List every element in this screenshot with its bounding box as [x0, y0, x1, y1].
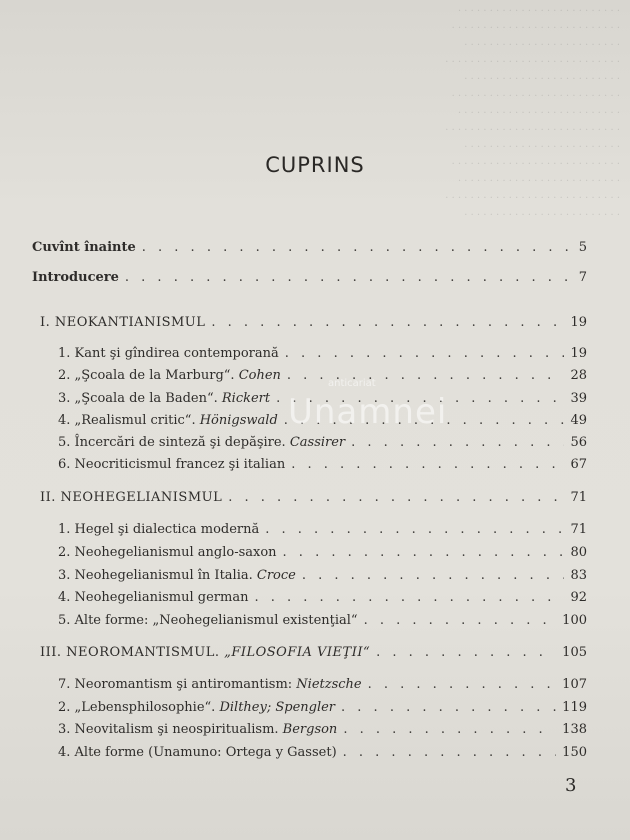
- toc-entry-page: 105: [562, 645, 587, 660]
- toc-entry: [58, 611, 587, 629]
- leader-dots: [228, 490, 564, 506]
- toc-entry-page: 49: [570, 413, 587, 428]
- toc-entry-page: 39: [570, 391, 587, 406]
- toc-entry-label: 2. „Şcoala de la Marburg“. Cohen: [58, 368, 281, 383]
- leader-dots: [368, 677, 557, 693]
- leader-dots: [351, 435, 564, 451]
- toc-entry: [58, 366, 587, 384]
- toc-entry: [58, 344, 587, 362]
- toc-entry: [58, 543, 587, 561]
- page-title: CUPRINS: [265, 153, 365, 177]
- toc-section-label: II. NEOHEGELIANISMUL: [40, 490, 223, 505]
- toc-entry: [58, 675, 587, 693]
- toc-entry-label: 2. Neohegelianismul anglo-saxon: [58, 545, 277, 560]
- toc-entry-page: 67: [570, 457, 587, 472]
- leader-dots: [125, 270, 573, 286]
- toc-section-label: III. NEOROMANTISMUL. „FILOSOFIA VIEŢII“: [40, 645, 371, 660]
- leader-dots: [283, 545, 565, 561]
- toc-entry-page: 92: [570, 590, 587, 605]
- toc-entry-label: 1. Kant şi gîndirea contemporană: [58, 346, 279, 361]
- toc-entry-page: 19: [570, 346, 587, 361]
- leader-dots: [291, 457, 564, 473]
- toc-entry-label: 1. Hegel şi dialectica modernă: [58, 522, 260, 537]
- toc-entry-page: 7: [578, 270, 587, 285]
- toc-entry-label: 2. „Lebensphilosophie“. Dilthey; Spengler: [58, 700, 336, 715]
- toc-entry: [58, 743, 587, 761]
- toc-entry-label: Introducere: [32, 270, 119, 285]
- toc-entry: [58, 720, 587, 738]
- toc-entry-label: 5. Alte forme: „Neohegelianismul existenţial“: [58, 613, 358, 628]
- toc-entry-label: 5. Încercări de sinteză şi depăşire. Cassirer: [58, 435, 346, 450]
- leader-dots: [376, 645, 556, 661]
- leader-dots: [211, 315, 564, 331]
- page-number: 3: [565, 775, 577, 796]
- leader-dots: [364, 613, 557, 629]
- toc-entry-label: 3. „Şcoala de la Baden“. Rickert: [58, 391, 271, 406]
- leader-dots: [265, 522, 564, 538]
- toc-entry-label: Cuvînt înainte: [32, 240, 136, 255]
- toc-entry-label: 3. Neovitalism şi neospiritualism. Bergson: [58, 722, 338, 737]
- leader-dots: [341, 700, 556, 716]
- toc-entry-label: 4. „Realismul critic“. Hönigswald: [58, 413, 278, 428]
- toc-entry-page: 107: [562, 677, 587, 692]
- toc-section: [40, 488, 587, 506]
- toc-section: [40, 643, 587, 661]
- toc-entry-label: 3. Neohegelianismul în Italia. Croce: [58, 568, 296, 583]
- toc-entry-page: 83: [570, 568, 587, 583]
- toc-entry-page: 100: [562, 613, 587, 628]
- toc-entry-page: 119: [562, 700, 587, 715]
- toc-entry-page: 5: [578, 240, 587, 255]
- watermark-big: Unamnei: [288, 392, 448, 432]
- toc-section-label: I. NEOKANTIANISMUL: [40, 315, 206, 330]
- leader-dots: [285, 346, 565, 362]
- toc-entry-page: 138: [562, 722, 587, 737]
- toc-entry-page: 71: [570, 490, 587, 505]
- toc-entry: [58, 455, 587, 473]
- toc-entry: [58, 433, 587, 451]
- toc-entry-page: 150: [562, 745, 587, 760]
- toc-entry-label: 6. Neocriticismul francez şi italian: [58, 457, 286, 472]
- toc-entry: [58, 520, 587, 538]
- toc-entry: [58, 698, 587, 716]
- leader-dots: [142, 240, 573, 256]
- toc-entry: [58, 566, 587, 584]
- toc-entry-page: 28: [570, 368, 587, 383]
- bleed-through-text: . . . . . . . . . . . . . . . . . . . . . . . . . . . . . . . . . . . . . . . . . . . . . . . . . . . . . . . . . . . . . . . . . . . . . . . . . . . . . . . . . . . . . . . . . . . . . . . . . . . . . . . . . . . . . . . . . . . . . . . . . . . . . . . . . . . . . . . . . . . . . . . . . . . . . . . . . . . . . . . . . . . . . . . . . . . . . . . . . . . . . . . . . . . . . . . . . . . . . . . . . . . . . . . . . . . . . . . . . . . . . . . . . . . . . . . . . . . . . . . . . . . . . . . . . . . . . . . . . . . . . . . . . . . . . . . . . . . . . . . . . . . . . . . . . . . . . . . . . . . . . . . . . . . . . . . . . . . . . . . . . . . . . . . . . . . . . . . . . . . . . . .: [445, 3, 620, 218]
- leader-dots: [343, 722, 556, 738]
- toc-entry-label: 4. Alte forme (Unamuno: Ortega y Gasset): [58, 745, 337, 760]
- toc-entry-label: 4. Neohegelianismul german: [58, 590, 249, 605]
- toc-entry-page: 71: [570, 522, 587, 537]
- toc-entry: [32, 268, 587, 286]
- toc-section: [40, 313, 587, 331]
- toc-entry-page: 56: [570, 435, 587, 450]
- leader-dots: [302, 568, 565, 584]
- toc-entry: [32, 238, 587, 256]
- toc-entry: [58, 588, 587, 606]
- leader-dots: [254, 590, 564, 606]
- toc-entry-page: 80: [570, 545, 587, 560]
- watermark-small: anticariat: [328, 378, 376, 389]
- watermark: [288, 378, 448, 432]
- toc-entry-label: 7. Neoromantism şi antiromantism: Nietzsche: [58, 677, 362, 692]
- toc-entry-page: 19: [570, 315, 587, 330]
- leader-dots: [343, 745, 557, 761]
